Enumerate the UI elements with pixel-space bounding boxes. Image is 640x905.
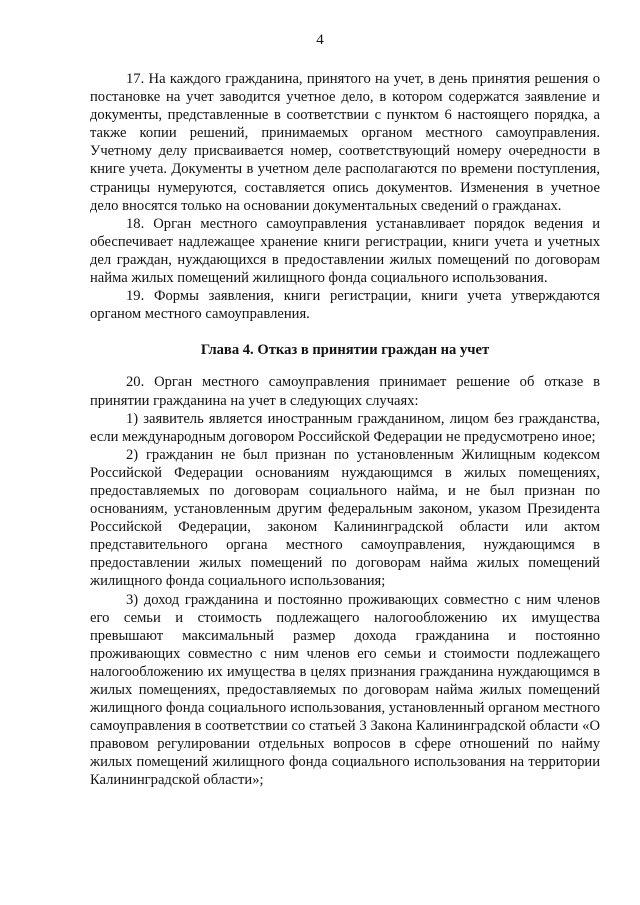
list-item-1: 1) заявитель является иностранным гражданином, лицом без гражданства, если международным договором Российской Федерации не предусмотрено иное; [90, 410, 600, 445]
chapter-heading: Глава 4. Отказ в принятии граждан на учет [200, 342, 490, 359]
paragraph-18: 18. Орган местного самоуправления устанавливает порядок ведения и обеспечивает надлежащее хранение книги регистрации, книги учета и учетных дел граждан, нуждающихся в предоставлении жилых помещений по договорам найма жилых помещений жилищного фонда социального использования. [90, 215, 600, 287]
document-body [90, 70, 600, 790]
page-number: 4 [316, 32, 324, 48]
paragraph-19: 19. Формы заявления, книги регистрации, книги учета утверждаются органом местного самоуправления. [90, 288, 600, 323]
paragraph-20: 20. Орган местного самоуправления принимает решение об отказе в принятии гражданина на учет в следующих случаях: [90, 374, 600, 409]
list-item-3: 3) доход гражданина и постоянно проживающих совместно с ним членов его семьи и стоимость подлежащего налогообложению их имущества превышают максимальный размер дохода гражданина и постоянно проживающих совместно с ним членов его семьи и стоимости подлежащего налогообложению их имущества в целях признания гражданина нуждающимся в жилых помещениях, предоставляемых по договорам найма жилых помещений жилищного фонда социального использования, установленный органом местного самоуправления в соответствии со статьей 3 Закона Калининградской области «О правовом регулировании отдельных вопросов в сфере отношений по найму жилых помещений жилищного фонда социального использования на территории Калининградской области»; [90, 591, 600, 789]
list-item-2: 2) гражданин не был признан по установленным Жилищным кодексом Российской Федерации основаниям нуждающимся в жилых помещениях, предоставляемых по договорам социального найма, и не был признан по основаниям, установленным другим федеральным законом, указом Президента Российской Федерации, законом Калининградской области или актом представительного органа местного самоуправления, нуждающимся в предоставлении жилых помещений по договорам найма жилых помещений жилищного фонда социального использования; [90, 446, 600, 590]
paragraph-17: 17. На каждого гражданина, принятого на учет, в день принятия решения о постановке на учет заводится учетное дело, в котором содержатся заявление и документы, представленные в соответствии с пунктом 6 настоящего порядка, а также копии решений, принимаемых органом местного самоуправления. Учетному делу присваивается номер, соответствующий номеру очередности в книге учета. Документы в учетном деле располагаются по времени поступления, страницы нумеруются, составляется опись документов. Изменения в учетное дело вносятся только на основании документальных сведений о гражданах. [90, 71, 600, 214]
